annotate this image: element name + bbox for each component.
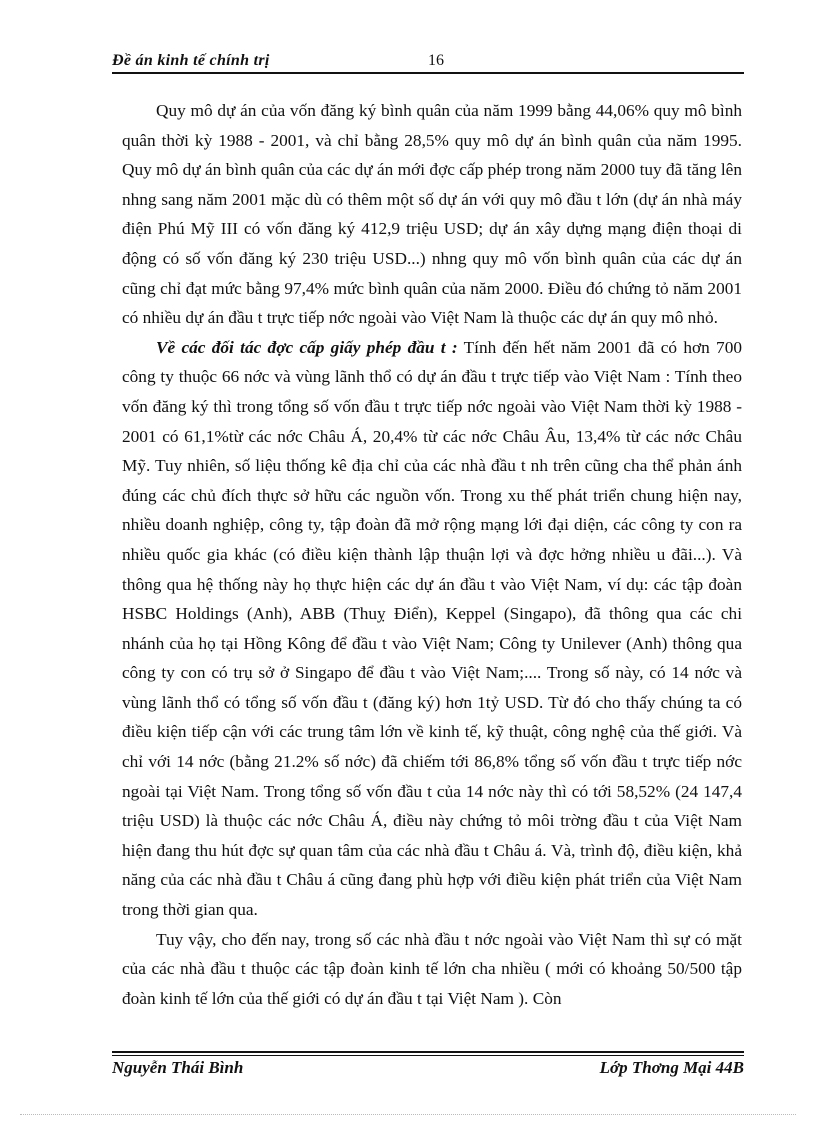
paragraph-1 [122,96,742,333]
header-rule [112,72,744,74]
footer-author: Nguyễn Thái Bình [112,1058,244,1077]
header-title: Đề án kinh tế chính trị [112,52,270,69]
paragraph-1-text: Quy mô dự án của vốn đăng ký bình quân của năm 1999 bằng 44,06% quy mô bình quân thời kỳ 1988 - 2001, và chỉ bằng 28,5% quy mô dự án bình quân của năm 1995. Quy mô dự án bình quân của các dự án mới đợc cấp phép trong năm 2000 tuy đã tăng lên nhng sang năm 2001 mặc dù có thêm một số dự án với quy mô đầu t lớn (dự án nhà máy điện Phú Mỹ III có vốn đăng ký 412,9 triệu USD; dự án xây dựng mạng điện thoại di động có số vốn đăng ký 230 triệu USD...) nhng quy mô vốn bình quân của các dự án cũng chỉ đạt mức bằng 97,4% mức bình quân của năm 2000. Điều đó chứng tỏ năm 2001 có nhiều dự án đầu t trực tiếp nớc ngoài vào Việt Nam là thuộc các dự án quy mô nhỏ. [122,101,742,328]
footer-rule [112,1051,744,1053]
footer-rule-thin [112,1055,744,1056]
page-footer [112,1058,744,1082]
paragraph-2-lead: Về các đối tác đợc cấp giấy phép đầu t : [156,337,458,357]
paragraph-3 [122,925,742,1014]
document-body [122,96,742,1013]
paragraph-3-text: Tuy vậy, cho đến nay, trong số các nhà đầu t nớc ngoài vào Việt Nam thì sự có mặt của các nhà đầu t thuộc các tập đoàn kinh tế lớn cha nhiều ( mới có khoảng 50/500 tập đoàn kinh tế lớn của thế giới có dự án đầu t tại Việt Nam ). Còn [122,929,742,1008]
page-edge-dotted-line [20,1114,796,1115]
paragraph-2-text: Tính đến hết năm 2001 đã có hơn 700 công ty thuộc 66 nớc và vùng lãnh thổ có dự án đầu t trực tiếp vào Việt Nam : Tính theo vốn đăng ký thì trong tổng số vốn đầu t trực tiếp nớc ngoài vào Việt Nam thời kỳ 1988 - 2001 có 61,1%từ các nớc Châu Á, 20,4% từ các nớc Châu Âu, 13,4% từ các nớc Châu Mỹ. Tuy nhiên, số liệu thống kê địa chỉ của các nhà đầu t nh trên cũng cha thể phản ánh đúng các chủ đích thực sở hữu các nguồn vốn. Trong xu thế phát triển chung hiện nay, nhiều doanh nghiệp, công ty, tập đoàn đã mở rộng mạng lới đại diện, các công ty con ra nhiều quốc gia khác (có điều kiện thành lập thuận lợi và đợc hởng nhiều u đãi...). Và thông qua hệ thống này họ thực hiện các dự án đầu t vào Việt Nam, ví dụ: các tập đoàn HSBC Holdings (Anh), ABB (Thuỵ Điển), Keppel (Singapo), đã thông qua các chi nhánh của họ tại Hồng Kông để đầu t vào Việt Nam; Công ty Unilever (Anh) thông qua công ty con có trụ sở ở Singapo để đầu t vào Việt Nam;.... Trong số này, có 14 nớc và vùng lãnh thổ có tổng số vốn đầu t (đăng ký) hơn 1tỷ USD. Từ đó cho thấy chúng ta có điều kiện tiếp cận với các trung tâm lớn về kinh tế, kỹ thuật, công nghệ của thế giới. Và chỉ với 14 nớc (bằng 21.2% số nớc) đã chiếm tới 86,8% tổng số vốn đầu t trực tiếp nớc ngoài tại Việt Nam. Trong tổng số vốn đầu t của 14 nớc này thì có tới 58,52% (24 147,4 triệu USD) là thuộc các nớc Châu Á, điều này chứng tỏ môi trờng đầu t của Việt Nam hiện đang thu hút đợc sự quan tâm của các nhà đầu t Châu á. Và, trình độ, điều kiện, khả năng của các nhà đầu t Châu á cũng đang phù hợp với điều kiện phát triển của Việt Nam trong thời gian qua. [122,337,742,920]
footer-class: Lớp Thơng Mại 44B [599,1058,744,1077]
paragraph-2 [122,333,742,925]
page-header [112,52,744,72]
page-number: 16 [428,52,444,69]
